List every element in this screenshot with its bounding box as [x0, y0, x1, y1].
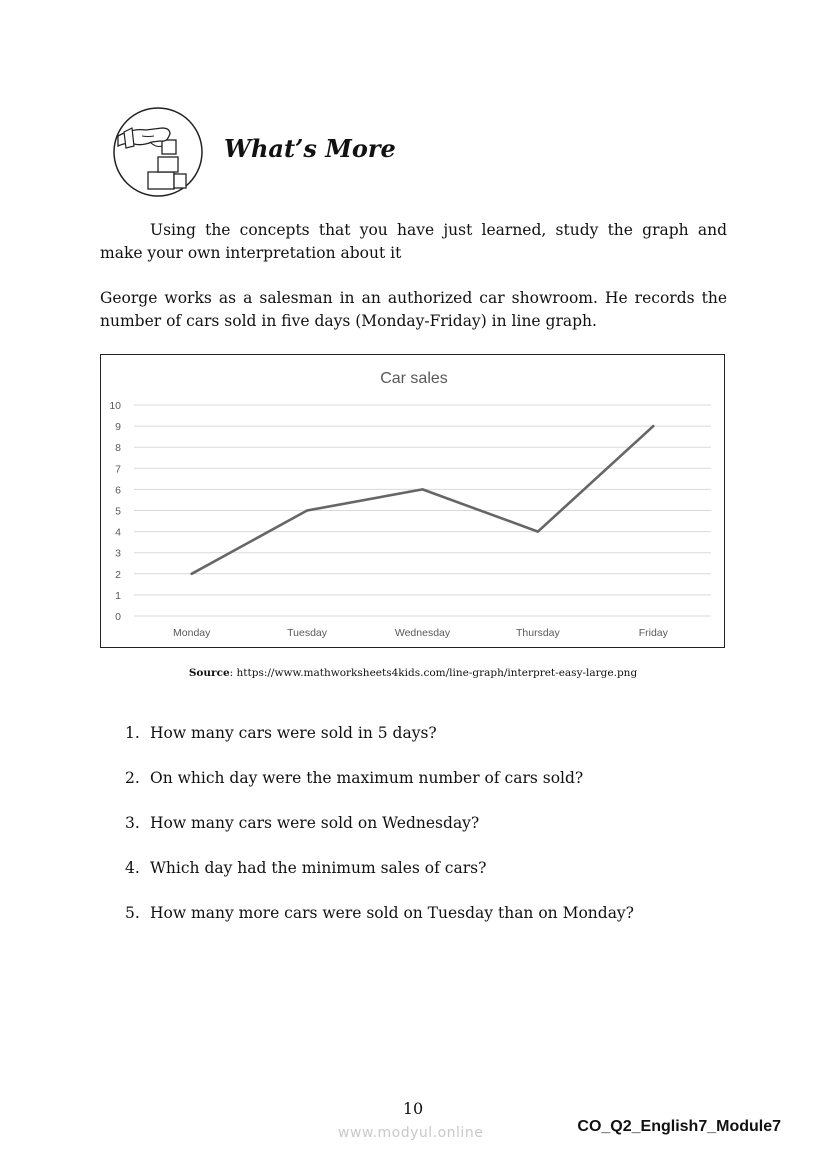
data-point — [537, 530, 539, 532]
question-text: How many cars were sold in 5 days? — [150, 724, 437, 742]
page-number: 10 — [402, 1099, 424, 1118]
section-title: What’s More — [224, 134, 396, 163]
question-item — [125, 722, 634, 767]
question-item — [125, 902, 634, 947]
question-item — [125, 812, 634, 857]
question-number: 1. — [125, 724, 140, 742]
question-text: How many cars were sold on Wednesday? — [150, 814, 480, 832]
x-tick-label: Wednesday — [394, 627, 451, 639]
y-tick-label: 1 — [115, 589, 121, 602]
y-tick-label: 4 — [115, 526, 121, 539]
module-code: CO_Q2_English7_Module7 — [577, 1118, 781, 1135]
source-label: Source — [188, 667, 230, 679]
y-tick-label: 2 — [115, 568, 121, 581]
question-number: 3. — [125, 814, 140, 832]
car-sales-chart-svg — [101, 355, 723, 646]
y-tick-label: 7 — [115, 463, 121, 476]
question-item — [125, 767, 634, 812]
data-point — [306, 509, 308, 511]
x-tick-label: Friday — [638, 627, 668, 639]
intro-paragraph: Using the concepts that you have just learned, study the graph and make your own interpretation about it — [100, 221, 727, 262]
y-tick-label: 8 — [115, 442, 121, 455]
data-point — [421, 488, 423, 490]
source-citation: Source: https://www.mathworksheets4kids.com/line-graph/interpret-easy-large.png — [188, 667, 638, 679]
watermark: www.modyul.online — [338, 1125, 484, 1141]
data-point — [652, 425, 654, 427]
question-number: 2. — [125, 769, 140, 787]
x-tick-label: Tuesday — [287, 627, 328, 639]
series-line — [192, 426, 654, 574]
y-tick-label: 9 — [115, 421, 121, 434]
question-item — [125, 857, 634, 902]
question-text: How many more cars were sold on Tuesday than on Monday? — [150, 904, 634, 922]
y-tick-label: 3 — [115, 547, 121, 560]
x-tick-label: Monday — [173, 627, 211, 639]
question-text: On which day were the maximum number of cars sold? — [150, 769, 584, 787]
question-number: 4. — [125, 859, 140, 877]
y-tick-label: 6 — [115, 484, 121, 497]
y-tick-label: 10 — [109, 400, 121, 412]
chart-title: Car sales — [380, 370, 448, 387]
x-tick-label: Thursday — [516, 627, 560, 639]
context-paragraph: George works as a salesman in an authorized car showroom. He records the number of cars sold in five days (Monday-Friday) in line graph. — [100, 289, 727, 330]
source-url: https://www.mathworksheets4kids.com/line-graph/interpret-easy-large.png — [236, 667, 638, 679]
y-tick-label: 0 — [115, 611, 121, 623]
question-text: Which day had the minimum sales of cars? — [150, 859, 487, 877]
question-list — [125, 722, 634, 947]
question-number: 5. — [125, 904, 140, 922]
y-tick-label: 5 — [115, 505, 121, 518]
car-sales-chart — [100, 354, 725, 648]
data-point — [191, 573, 193, 575]
hand-stacking-blocks-icon — [112, 106, 204, 198]
